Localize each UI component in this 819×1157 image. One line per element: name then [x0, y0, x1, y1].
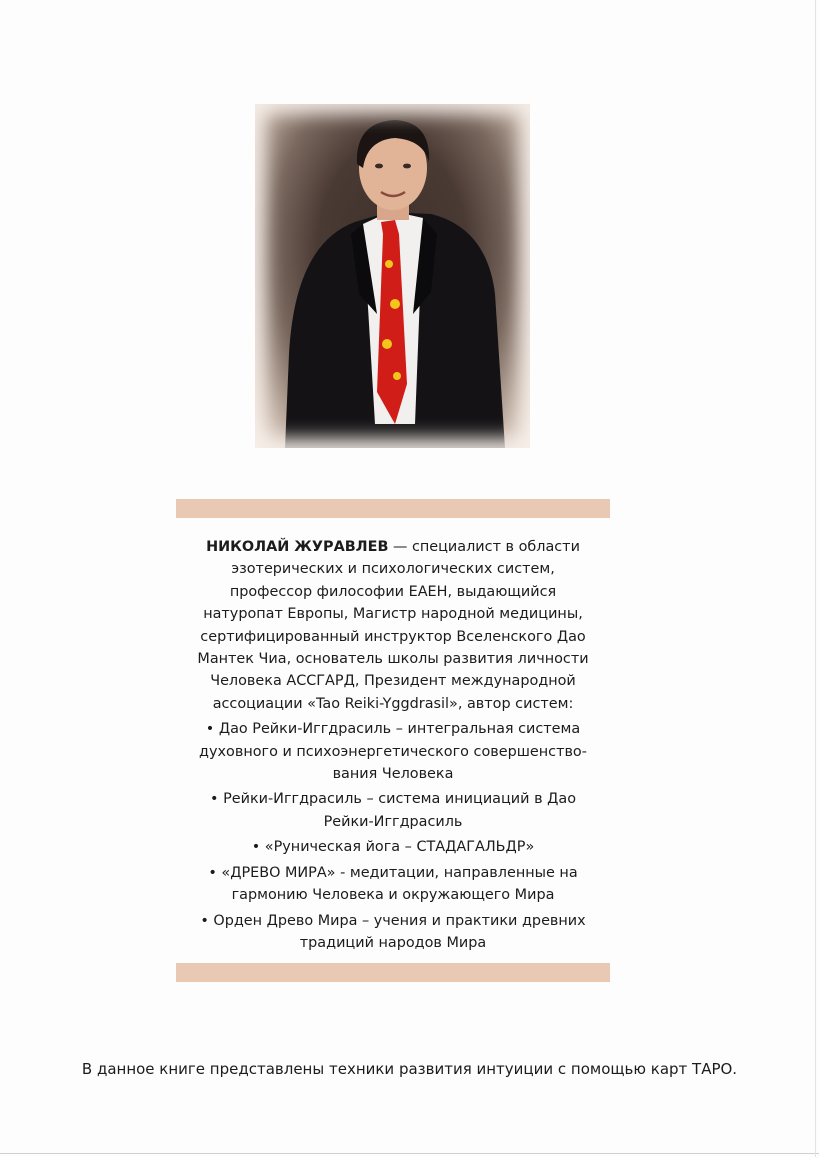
system-item: [180, 836, 606, 858]
portrait-illustration: [255, 104, 530, 448]
system-line: • Орден Древо Мира – учения и практики древних: [200, 912, 586, 929]
bio-line: натуропат Европы, Магистр народной медицины,: [203, 606, 583, 623]
author-bio: [180, 536, 606, 954]
system-item: [180, 718, 606, 785]
system-line: вания Человека: [332, 766, 454, 783]
system-line: Рейки-Иггдрасиль: [323, 813, 463, 830]
page-bottom-divider: [0, 1153, 819, 1154]
author-portrait: [255, 104, 530, 448]
system-item: [180, 788, 606, 833]
system-line: духовного и психоэнергетического совершенство-: [199, 743, 587, 760]
bio-line: Человека АССГАРД, Президент международной: [210, 673, 576, 690]
decorative-bar-bottom: [176, 963, 610, 982]
bio-intro: [180, 536, 606, 715]
bio-line: Мантек Чиа, основатель школы развития личности: [197, 651, 589, 668]
system-item: [180, 910, 606, 955]
bio-line: ассоциации «Tao Reiki-Yggdrasil», автор систем:: [212, 695, 574, 712]
system-line: • Дао Рейки-Иггдрасиль – интегральная система: [205, 721, 581, 738]
author-name: НИКОЛАЙ ЖУРАВЛЕВ: [206, 539, 389, 555]
bio-line: — специалист в области: [388, 539, 580, 555]
system-line: • Рейки-Иггдрасиль – система инициаций в Дао: [210, 791, 576, 808]
system-line: • «ДРЕВО МИРА» - медитации, направленные на: [208, 864, 578, 881]
book-description: В данное книге представлены техники развития интуиции с помощью карт ТАРО.: [81, 1060, 738, 1078]
bio-line: профессор философии ЕАЕН, выдающийся: [229, 583, 557, 600]
decorative-bar-top: [176, 499, 610, 518]
system-line: • «Руническая йога – СТАДАГАЛЬДР»: [251, 839, 535, 856]
page-right-divider: [815, 0, 816, 1157]
system-line: гармонию Человека и окружающего Мира: [231, 887, 555, 904]
system-line: традиций народов Мира: [299, 934, 487, 951]
bio-line: сертифицированный инструктор Вселенского Дао: [200, 628, 586, 645]
system-item: [180, 862, 606, 907]
bio-line: эзотерических и психологических систем,: [231, 561, 555, 578]
